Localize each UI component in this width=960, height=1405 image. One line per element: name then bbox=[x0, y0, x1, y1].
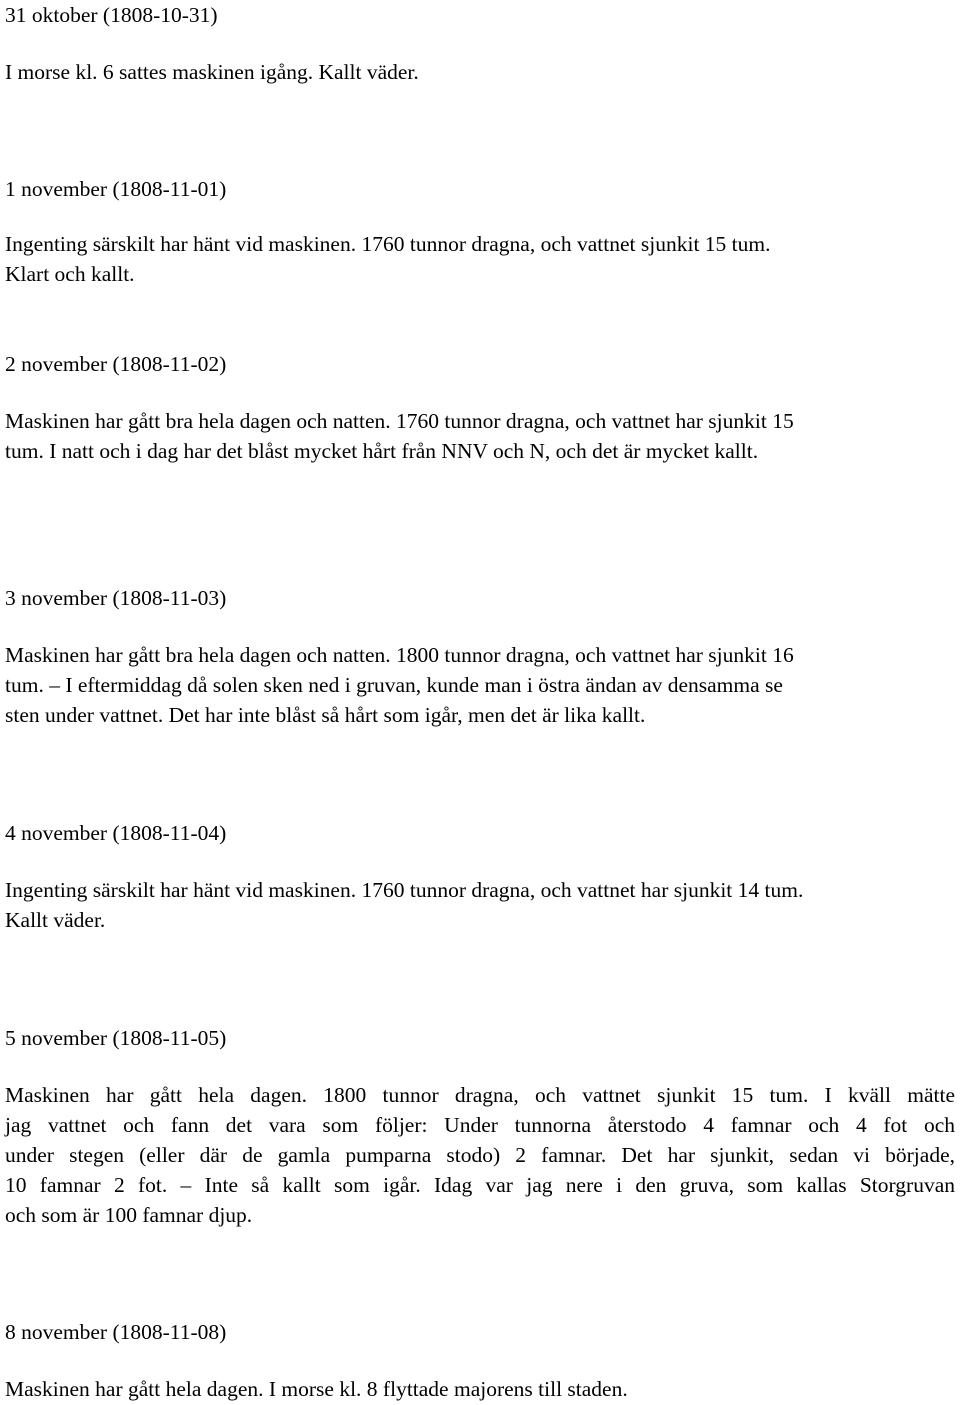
entry-date: 4 november (1808-11-04) bbox=[5, 821, 227, 845]
diary-entry-1808-11-02 bbox=[5, 349, 955, 466]
entry-text bbox=[5, 229, 955, 289]
entry-text bbox=[5, 640, 955, 730]
diary-entry-1808-11-03 bbox=[5, 583, 955, 730]
diary-entry-1808-11-04 bbox=[5, 818, 955, 935]
entry-line: sten under vattnet. Det har inte blåst så hårt som igår, men det är lika kallt. bbox=[5, 703, 646, 727]
entry-line: Ingenting särskilt har hänt vid maskinen. 1760 tunnor dragna, och vattnet har sjunkit 14 tum. bbox=[5, 878, 804, 902]
entry-line: under stegen (eller där de gamla pumparna stodo) 2 famnar. Det har sjunkit, sedan vi började, bbox=[5, 1143, 955, 1167]
entry-date: 8 november (1808-11-08) bbox=[5, 1320, 227, 1344]
entry-date: 5 november (1808-11-05) bbox=[5, 1026, 227, 1050]
entry-line: Maskinen har gått hela dagen. I morse kl. 8 flyttade majorens till staden. bbox=[5, 1377, 628, 1401]
entry-line: Maskinen har gått bra hela dagen och natten. 1800 tunnor dragna, och vattnet har sjunkit 16 bbox=[5, 643, 794, 667]
entry-line: 10 famnar 2 fot. – Inte så kallt som igår. Idag var jag nere i den gruva, som kallas Storgruvan bbox=[5, 1173, 955, 1197]
entry-text bbox=[5, 875, 955, 935]
diary-entry-1808-11-01 bbox=[5, 174, 955, 289]
entry-text bbox=[5, 1374, 955, 1404]
entry-text bbox=[5, 57, 955, 87]
entry-date: 3 november (1808-11-03) bbox=[5, 586, 227, 610]
diary-entry-1808-10-31 bbox=[5, 0, 955, 87]
entry-text bbox=[5, 406, 955, 466]
diary-entry-1808-11-05 bbox=[5, 1023, 955, 1230]
entry-date: 1 november (1808-11-01) bbox=[5, 177, 227, 201]
entry-line: Ingenting särskilt har hänt vid maskinen. 1760 tunnor dragna, och vattnet sjunkit 15 tum. bbox=[5, 232, 771, 256]
entry-line: Klart och kallt. bbox=[5, 262, 135, 286]
diary-entry-1808-11-08 bbox=[5, 1317, 955, 1404]
entry-line: och som är 100 famnar djup. bbox=[5, 1203, 253, 1227]
entry-line: tum. I natt och i dag har det blåst mycket hårt från NNV och N, och det är mycket kallt. bbox=[5, 439, 759, 463]
entry-line: I morse kl. 6 sattes maskinen igång. Kallt väder. bbox=[5, 60, 419, 84]
entry-line: Kallt väder. bbox=[5, 908, 106, 932]
entry-text bbox=[5, 1080, 955, 1230]
entry-date: 2 november (1808-11-02) bbox=[5, 352, 227, 376]
entry-date: 31 oktober (1808-10-31) bbox=[5, 3, 218, 27]
entry-line: tum. – I eftermiddag då solen sken ned i gruvan, kunde man i östra ändan av densamma se bbox=[5, 673, 783, 697]
entry-line: jag vattnet och fann det vara som följer: Under tunnorna återstodo 4 famnar och 4 fot och bbox=[5, 1113, 955, 1137]
entry-line: Maskinen har gått hela dagen. 1800 tunnor dragna, och vattnet sjunkit 15 tum. I kväll mätte bbox=[5, 1083, 955, 1107]
entry-line: Maskinen har gått bra hela dagen och natten. 1760 tunnor dragna, och vattnet har sjunkit 15 bbox=[5, 409, 794, 433]
